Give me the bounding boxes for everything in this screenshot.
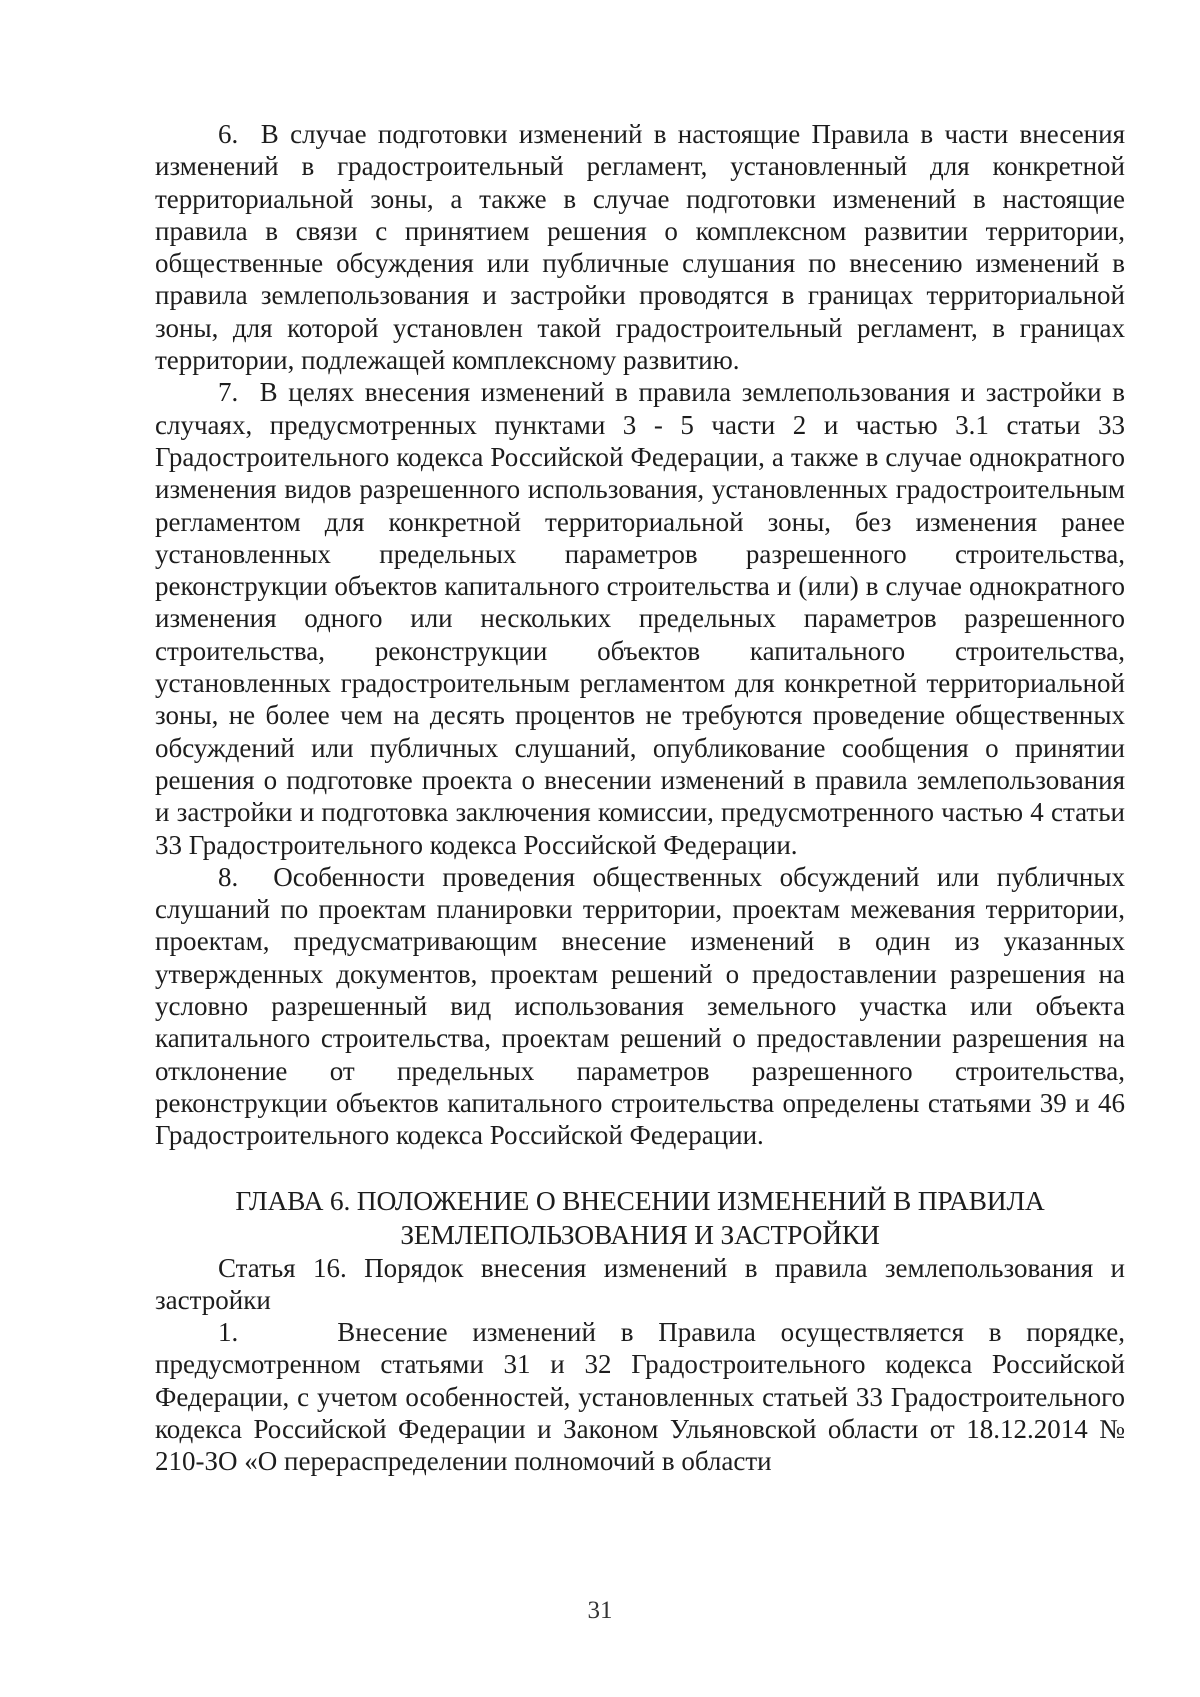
article-16-item-1: 1. Внесение изменений в Правила осуществляется в порядке, предусмотренном статьями 31 и 32 Градостроительного кодекса Российской Федерации, с учетом особенностей, установленных статьей 33 Градостроительного кодекса Российской Федерации и Законом Ульяновской области от 18.12.2014 № 210-ЗО «О перераспределении полномочий в области	[155, 1317, 1125, 1477]
paragraph-7: 7. В целях внесения изменений в правила землепользования и застройки в случаях, предусмотренных пунктами 3 - 5 части 2 и частью 3.1 статьи 33 Градостроительного кодекса Российской Федерации, а также в случае однократного изменения видов разрешенного использования, установленных градостроительным регламентом для конкретной территориальной зоны, без изменения ранее установленных предельных параметров разрешенного строительства, реконструкции объектов капитального строительства и (или) в случае однократного изменения одного или нескольких предельных параметров разрешенного строительства, реконструкции объектов капитального строительства, установленных градостроительным регламентом для конкретной территориальной зоны, не более чем на десять процентов не требуются проведение общественных обсуждений или публичных слушаний, опубликование сообщения о принятии решения о подготовке проекта о внесении изменений в правила землепользования и застройки и подготовка заключения комиссии, предусмотренного частью 4 статьи 33 Градостроительного кодекса Российской Федерации.	[155, 377, 1125, 860]
chapter-heading-line-2: ЗЕМЛЕПОЛЬЗОВАНИЯ И ЗАСТРОЙКИ	[400, 1218, 880, 1250]
document-page	[155, 118, 1125, 1478]
page-number: 31	[587, 1597, 613, 1624]
chapter-heading-line-1: ГЛАВА 6. ПОЛОЖЕНИЕ О ВНЕСЕНИИ ИЗМЕНЕНИЙ В ПРАВИЛА	[235, 1184, 1045, 1216]
paragraph-6: 6. В случае подготовки изменений в настоящие Правила в части внесения изменений в градостроительный регламент, установленный для конкретной территориальной зоны, а также в случае подготовки изменений в настоящие правила в связи с принятием решения о комплексном развитии территории, общественные обсуждения или публичные слушания по внесению изменений в правила землепользования и застройки проводятся в границах территориальной зоны, для которой установлен такой градостроительный регламент, в границах территории, подлежащей комплексному развитию.	[155, 119, 1125, 376]
article-16-title: Статья 16. Порядок внесения изменений в правила землепользования и застройки	[155, 1252, 1125, 1315]
chapter-heading	[155, 1184, 1125, 1252]
paragraph-8: 8. Особенности проведения общественных обсуждений или публичных слушаний по проектам планировки территории, проектам межевания территории, проектам, предусматривающим внесение изменений в один из указанных утвержденных документов, проектам решений о предоставлении разрешения на условно разрешенный вид использования земельного участка или объекта капитального строительства, проектам решений о предоставлении разрешения на отклонение от предельных параметров разрешенного строительства, реконструкции объектов капитального строительства определены статьями 39 и 46 Градостроительного кодекса Российской Федерации.	[155, 861, 1125, 1151]
